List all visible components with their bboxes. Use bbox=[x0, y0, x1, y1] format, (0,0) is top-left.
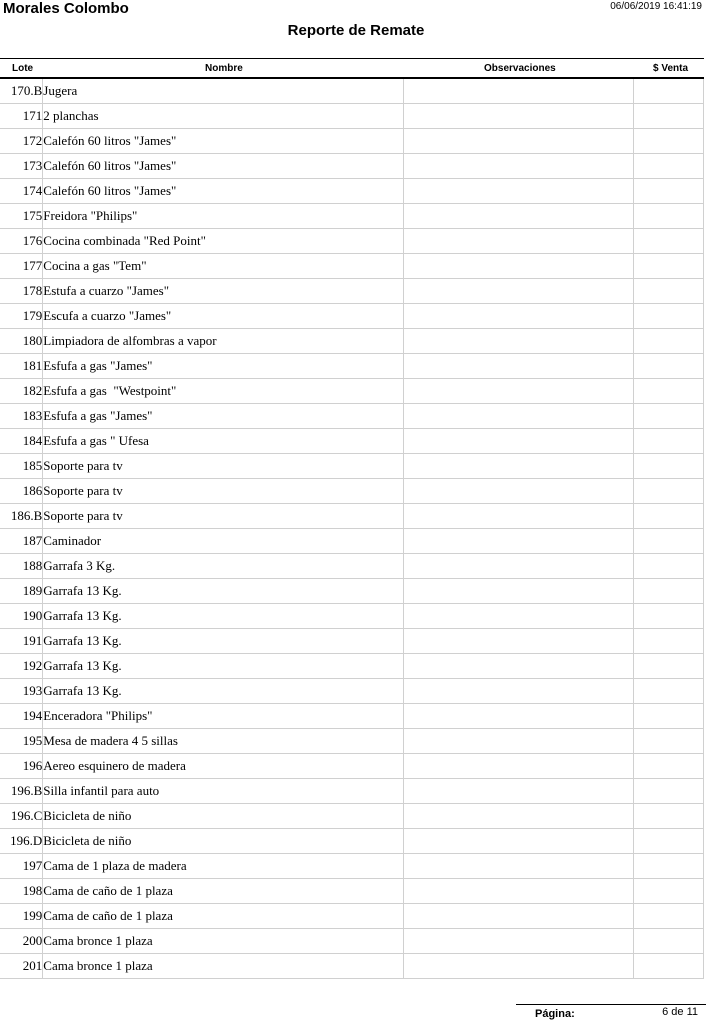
lote-cell: 181 bbox=[0, 354, 43, 379]
lote-cell: 200 bbox=[0, 929, 43, 954]
lote-cell: 186 bbox=[0, 479, 43, 504]
report-datetime: 06/06/2019 16:41:19 bbox=[610, 1, 702, 12]
table-row bbox=[0, 354, 704, 379]
table-row bbox=[0, 854, 704, 879]
venta-cell bbox=[634, 479, 704, 504]
observaciones-cell bbox=[403, 204, 634, 229]
table-row bbox=[0, 579, 704, 604]
observaciones-cell bbox=[403, 229, 634, 254]
page-number: 6 de 11 bbox=[662, 1006, 698, 1018]
nombre-cell: Garrafa 13 Kg. bbox=[43, 579, 404, 604]
observaciones-cell bbox=[403, 154, 634, 179]
lote-cell: 195 bbox=[0, 729, 43, 754]
column-header-nombre: Nombre bbox=[205, 63, 243, 74]
nombre-cell: Soporte para tv bbox=[43, 479, 404, 504]
lote-cell: 179 bbox=[0, 304, 43, 329]
observaciones-cell bbox=[403, 529, 634, 554]
observaciones-cell bbox=[403, 454, 634, 479]
venta-cell bbox=[634, 929, 704, 954]
table-row bbox=[0, 904, 704, 929]
nombre-cell: Cocina a gas "Tem" bbox=[43, 254, 404, 279]
venta-cell bbox=[634, 129, 704, 154]
venta-cell bbox=[634, 704, 704, 729]
lote-cell: 175 bbox=[0, 204, 43, 229]
table-row bbox=[0, 754, 704, 779]
nombre-cell: Cama bronce 1 plaza bbox=[43, 929, 404, 954]
observaciones-cell bbox=[403, 504, 634, 529]
table-row bbox=[0, 529, 704, 554]
table-row bbox=[0, 329, 704, 354]
observaciones-cell bbox=[403, 704, 634, 729]
table-row bbox=[0, 554, 704, 579]
column-header-row bbox=[0, 58, 704, 79]
table-row bbox=[0, 829, 704, 854]
table-row bbox=[0, 729, 704, 754]
venta-cell bbox=[634, 279, 704, 304]
observaciones-cell bbox=[403, 629, 634, 654]
observaciones-cell bbox=[403, 554, 634, 579]
observaciones-cell bbox=[403, 104, 634, 129]
lote-cell: 173 bbox=[0, 154, 43, 179]
company-name: Morales Colombo bbox=[3, 0, 129, 17]
venta-cell bbox=[634, 329, 704, 354]
nombre-cell: Jugera bbox=[43, 79, 404, 104]
lots-table bbox=[0, 79, 704, 979]
venta-cell bbox=[634, 754, 704, 779]
table-row bbox=[0, 604, 704, 629]
venta-cell bbox=[634, 229, 704, 254]
observaciones-cell bbox=[403, 479, 634, 504]
lote-cell: 196 bbox=[0, 754, 43, 779]
lote-cell: 197 bbox=[0, 854, 43, 879]
nombre-cell: Bicicleta de niño bbox=[43, 829, 404, 854]
observaciones-cell bbox=[403, 904, 634, 929]
nombre-cell: 2 planchas bbox=[43, 104, 404, 129]
table-row bbox=[0, 304, 704, 329]
nombre-cell: Mesa de madera 4 5 sillas bbox=[43, 729, 404, 754]
venta-cell bbox=[634, 504, 704, 529]
nombre-cell: Calefón 60 litros "James" bbox=[43, 154, 404, 179]
nombre-cell: Garrafa 13 Kg. bbox=[43, 679, 404, 704]
observaciones-cell bbox=[403, 254, 634, 279]
lote-cell: 191 bbox=[0, 629, 43, 654]
nombre-cell: Cocina combinada "Red Point" bbox=[43, 229, 404, 254]
column-header-venta: $ Venta bbox=[653, 63, 689, 74]
venta-cell bbox=[634, 379, 704, 404]
table-row bbox=[0, 429, 704, 454]
table-row bbox=[0, 404, 704, 429]
nombre-cell: Caminador bbox=[43, 529, 404, 554]
venta-cell bbox=[634, 454, 704, 479]
lote-cell: 180 bbox=[0, 329, 43, 354]
observaciones-cell bbox=[403, 429, 634, 454]
lote-cell: 188 bbox=[0, 554, 43, 579]
column-header-observaciones: Observaciones bbox=[484, 63, 556, 74]
observaciones-cell bbox=[403, 679, 634, 704]
observaciones-cell bbox=[403, 729, 634, 754]
table-row bbox=[0, 154, 704, 179]
venta-cell bbox=[634, 204, 704, 229]
table-row bbox=[0, 629, 704, 654]
observaciones-cell bbox=[403, 604, 634, 629]
lote-cell: 198 bbox=[0, 879, 43, 904]
table-row bbox=[0, 679, 704, 704]
lote-cell: 192 bbox=[0, 654, 43, 679]
observaciones-cell bbox=[403, 804, 634, 829]
table-row bbox=[0, 929, 704, 954]
venta-cell bbox=[634, 104, 704, 129]
observaciones-cell bbox=[403, 129, 634, 154]
venta-cell bbox=[634, 804, 704, 829]
venta-cell bbox=[634, 579, 704, 604]
observaciones-cell bbox=[403, 79, 634, 104]
venta-cell bbox=[634, 729, 704, 754]
nombre-cell: Garrafa 13 Kg. bbox=[43, 654, 404, 679]
table-row bbox=[0, 79, 704, 104]
lote-cell: 174 bbox=[0, 179, 43, 204]
table-row bbox=[0, 254, 704, 279]
nombre-cell: Bicicleta de niño bbox=[43, 804, 404, 829]
observaciones-cell bbox=[403, 379, 634, 404]
lote-cell: 172 bbox=[0, 129, 43, 154]
table-row bbox=[0, 104, 704, 129]
table-row bbox=[0, 379, 704, 404]
observaciones-cell bbox=[403, 879, 634, 904]
nombre-cell: Aereo esquinero de madera bbox=[43, 754, 404, 779]
venta-cell bbox=[634, 429, 704, 454]
lote-cell: 199 bbox=[0, 904, 43, 929]
observaciones-cell bbox=[403, 304, 634, 329]
venta-cell bbox=[634, 304, 704, 329]
lote-cell: 194 bbox=[0, 704, 43, 729]
observaciones-cell bbox=[403, 779, 634, 804]
observaciones-cell bbox=[403, 754, 634, 779]
nombre-cell: Calefón 60 litros "James" bbox=[43, 129, 404, 154]
nombre-cell: Garrafa 3 Kg. bbox=[43, 554, 404, 579]
lote-cell: 196.C bbox=[0, 804, 43, 829]
nombre-cell: Esfufa a gas "James" bbox=[43, 404, 404, 429]
table-row bbox=[0, 804, 704, 829]
lote-cell: 187 bbox=[0, 529, 43, 554]
nombre-cell: Escufa a cuarzo "James" bbox=[43, 304, 404, 329]
nombre-cell: Esfufa a gas " Ufesa bbox=[43, 429, 404, 454]
nombre-cell: Cama bronce 1 plaza bbox=[43, 954, 404, 979]
table-row bbox=[0, 704, 704, 729]
column-header-lote: Lote bbox=[12, 63, 34, 74]
nombre-cell: Cama de caño de 1 plaza bbox=[43, 904, 404, 929]
venta-cell bbox=[634, 879, 704, 904]
nombre-cell: Estufa a cuarzo "James" bbox=[43, 279, 404, 304]
footer-rule bbox=[516, 1004, 706, 1005]
lote-cell: 178 bbox=[0, 279, 43, 304]
observaciones-cell bbox=[403, 279, 634, 304]
venta-cell bbox=[634, 154, 704, 179]
lote-cell: 196.B bbox=[0, 779, 43, 804]
venta-cell bbox=[634, 404, 704, 429]
venta-cell bbox=[634, 654, 704, 679]
page-label: Página: bbox=[535, 1008, 575, 1020]
observaciones-cell bbox=[403, 179, 634, 204]
nombre-cell: Garrafa 13 Kg. bbox=[43, 604, 404, 629]
nombre-cell: Cama de 1 plaza de madera bbox=[43, 854, 404, 879]
table-row bbox=[0, 779, 704, 804]
lote-cell: 184 bbox=[0, 429, 43, 454]
venta-cell bbox=[634, 829, 704, 854]
lots-table-body bbox=[0, 79, 704, 979]
table-row bbox=[0, 504, 704, 529]
report-title: Reporte de Remate bbox=[287, 22, 425, 39]
table-row bbox=[0, 229, 704, 254]
observaciones-cell bbox=[403, 829, 634, 854]
venta-cell bbox=[634, 79, 704, 104]
lote-cell: 182 bbox=[0, 379, 43, 404]
observaciones-cell bbox=[403, 404, 634, 429]
nombre-cell: Esfufa a gas "Westpoint" bbox=[43, 379, 404, 404]
venta-cell bbox=[634, 854, 704, 879]
venta-cell bbox=[634, 179, 704, 204]
nombre-cell: Freidora "Philips" bbox=[43, 204, 404, 229]
observaciones-cell bbox=[403, 329, 634, 354]
venta-cell bbox=[634, 629, 704, 654]
nombre-cell: Limpiadora de alfombras a vapor bbox=[43, 329, 404, 354]
table-row bbox=[0, 454, 704, 479]
lote-cell: 189 bbox=[0, 579, 43, 604]
table-row bbox=[0, 129, 704, 154]
lote-cell: 186.B bbox=[0, 504, 43, 529]
observaciones-cell bbox=[403, 579, 634, 604]
lote-cell: 185 bbox=[0, 454, 43, 479]
nombre-cell: Garrafa 13 Kg. bbox=[43, 629, 404, 654]
table-row bbox=[0, 204, 704, 229]
lote-cell: 170.B bbox=[0, 79, 43, 104]
lote-cell: 190 bbox=[0, 604, 43, 629]
nombre-cell: Enceradora "Philips" bbox=[43, 704, 404, 729]
nombre-cell: Cama de caño de 1 plaza bbox=[43, 879, 404, 904]
table-row bbox=[0, 179, 704, 204]
lote-cell: 183 bbox=[0, 404, 43, 429]
observaciones-cell bbox=[403, 854, 634, 879]
nombre-cell: Calefón 60 litros "James" bbox=[43, 179, 404, 204]
table-row bbox=[0, 654, 704, 679]
nombre-cell: Esfufa a gas "James" bbox=[43, 354, 404, 379]
nombre-cell: Silla infantil para auto bbox=[43, 779, 404, 804]
observaciones-cell bbox=[403, 354, 634, 379]
venta-cell bbox=[634, 554, 704, 579]
lote-cell: 196.D bbox=[0, 829, 43, 854]
nombre-cell: Soporte para tv bbox=[43, 504, 404, 529]
lote-cell: 201 bbox=[0, 954, 43, 979]
table-row bbox=[0, 479, 704, 504]
observaciones-cell bbox=[403, 954, 634, 979]
lote-cell: 177 bbox=[0, 254, 43, 279]
venta-cell bbox=[634, 779, 704, 804]
table-row bbox=[0, 279, 704, 304]
observaciones-cell bbox=[403, 929, 634, 954]
table-row bbox=[0, 954, 704, 979]
venta-cell bbox=[634, 954, 704, 979]
venta-cell bbox=[634, 679, 704, 704]
nombre-cell: Soporte para tv bbox=[43, 454, 404, 479]
venta-cell bbox=[634, 604, 704, 629]
venta-cell bbox=[634, 354, 704, 379]
lote-cell: 176 bbox=[0, 229, 43, 254]
lote-cell: 193 bbox=[0, 679, 43, 704]
venta-cell bbox=[634, 254, 704, 279]
venta-cell bbox=[634, 904, 704, 929]
observaciones-cell bbox=[403, 654, 634, 679]
lote-cell: 171 bbox=[0, 104, 43, 129]
table-row bbox=[0, 879, 704, 904]
venta-cell bbox=[634, 529, 704, 554]
